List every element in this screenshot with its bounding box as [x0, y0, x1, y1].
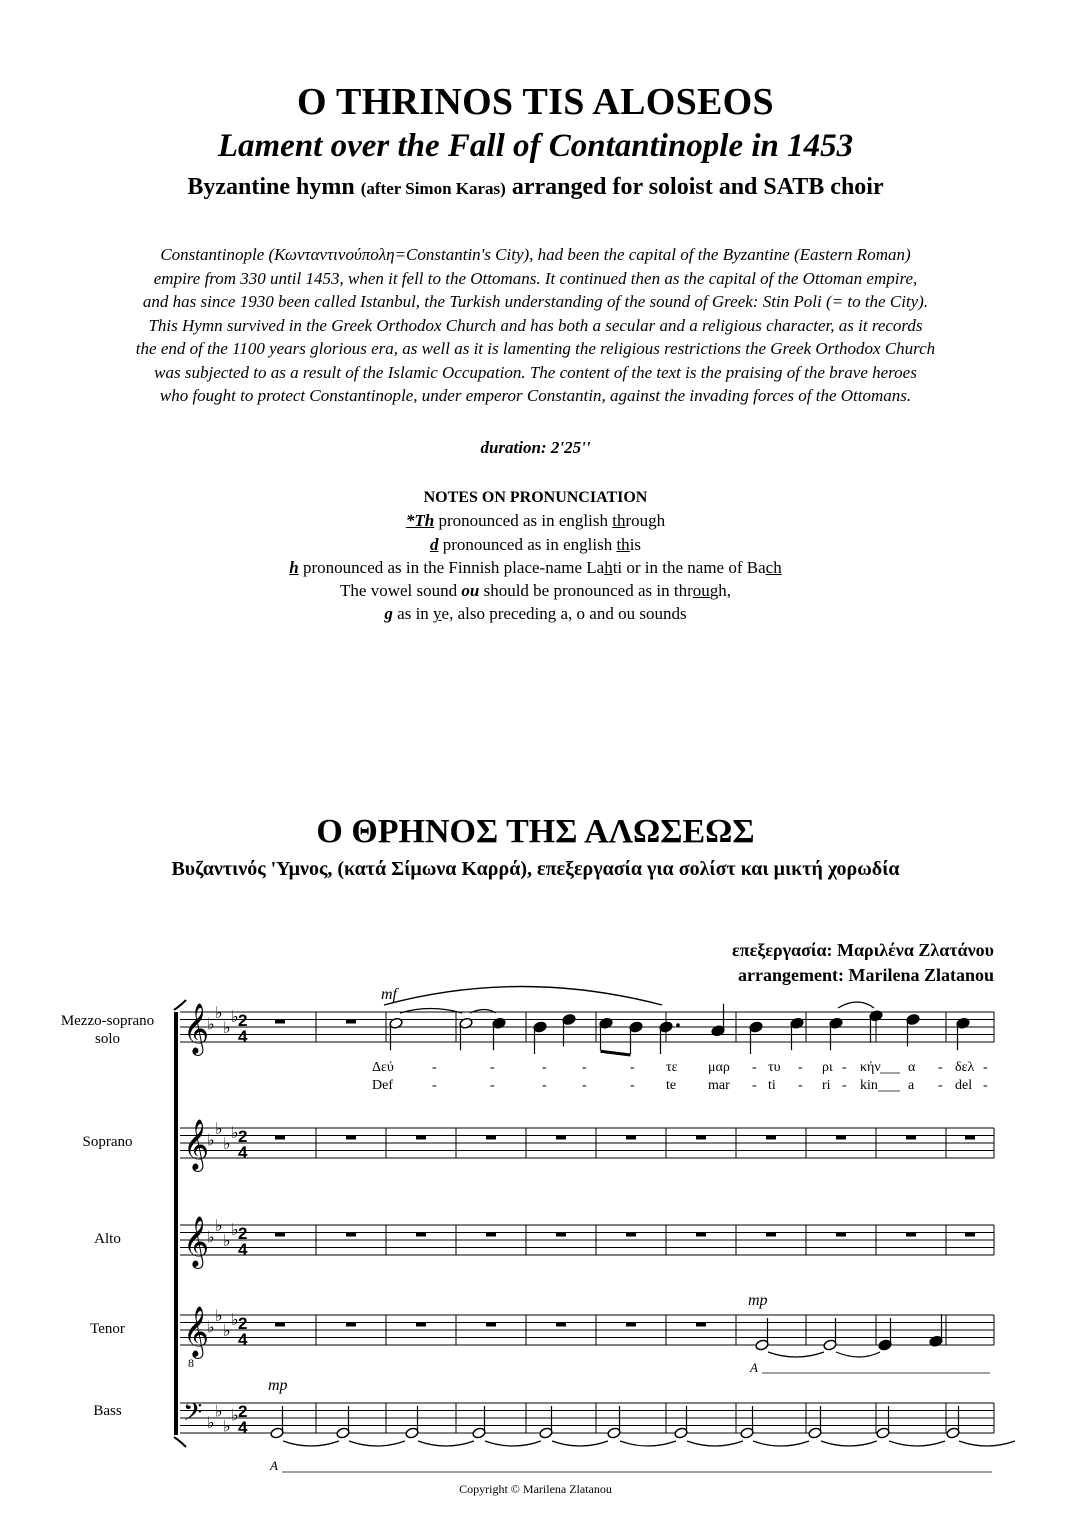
part-label-alto: Alto	[94, 1231, 121, 1247]
whole-rest	[906, 1136, 916, 1140]
time-sig-top: 2	[238, 1011, 248, 1030]
whole-rest	[275, 1323, 285, 1327]
beam	[601, 1051, 631, 1055]
lyric-latin-syllable: -	[542, 1078, 547, 1093]
lyric-greek-syllable: α	[908, 1060, 916, 1075]
lyric-greek-syllable: κήν	[860, 1060, 881, 1075]
lyric-greek-syllable: μαρ	[708, 1060, 730, 1075]
lyric-greek-syllable: -	[983, 1060, 988, 1075]
note-g: g as in ye, also preceding a, o and ou sounds	[384, 604, 687, 624]
tie	[821, 1441, 877, 1446]
whole-rest	[416, 1136, 426, 1140]
lyric-latin-syllable: -	[983, 1078, 988, 1093]
flat-sign: ♭	[223, 1018, 231, 1037]
octave-mark: 8	[188, 1356, 194, 1370]
lyric-latin-syllable: te	[666, 1078, 677, 1093]
flat-sign: ♭	[231, 1309, 239, 1329]
flat-sign: ♭	[207, 1227, 215, 1247]
whole-rest	[906, 1233, 916, 1237]
lyric-latin-syllable: -	[842, 1078, 847, 1093]
intro-line: who fought to protect Constantinople, under emperor Constantin, against the invading forces of the Ottomans.	[159, 386, 912, 405]
flat-sign: ♭	[215, 1401, 223, 1421]
note-h: h pronounced as in the Finnish place-name Lahti or in the name of Bach	[289, 557, 782, 577]
system-bracket	[174, 1012, 178, 1435]
dynamic-tenor: mp	[748, 1292, 768, 1309]
flat-sign: ♭	[207, 1014, 215, 1034]
lyric-greek-syllable: τυ	[768, 1060, 781, 1075]
lyric-latin-syllable: mar	[708, 1078, 730, 1093]
flat-sign: ♭	[215, 1119, 223, 1138]
time-sig-bottom: 4	[238, 1330, 248, 1349]
time-sig-bottom: 4	[238, 1240, 248, 1259]
tie	[418, 1441, 474, 1446]
whole-rest	[486, 1233, 496, 1237]
lyric-bass: A	[270, 1458, 278, 1473]
flat-sign: ♭	[231, 1405, 239, 1425]
flat-sign: ♭	[223, 1134, 231, 1153]
tie	[687, 1441, 743, 1446]
whole-rest	[416, 1233, 426, 1237]
dynamic-bass: mp	[268, 1377, 288, 1394]
flat-sign: ♭	[223, 1321, 231, 1340]
lyric-greek-syllable: ρι	[822, 1060, 833, 1075]
whole-rest	[626, 1233, 636, 1237]
whole-rest	[766, 1136, 776, 1140]
tie	[485, 1441, 541, 1446]
part-label-mezzo-line1: Mezzo-soprano	[60, 1013, 155, 1029]
intro-line: This Hymn survived in the Greek Orthodox Church and has both a secular and a religious character, as it records	[148, 315, 923, 335]
time-sig-bottom: 4	[238, 1027, 248, 1046]
tie	[552, 1441, 608, 1446]
lyric-latin-syllable: -	[582, 1078, 587, 1093]
intro-line: the end of the 1100 years glorious era, as well as it is lamenting the religious restrictions the Greek Orthodox Church	[135, 339, 936, 358]
whole-rest	[486, 1136, 496, 1140]
intro-line: was subjected to as a result of the Islamic Occupation. The content of the text is the praising of the brave heroes	[154, 362, 917, 382]
flat-sign: ♭	[207, 1317, 215, 1337]
lyric-latin-syllable: -	[752, 1078, 757, 1093]
credit-greek: επεξεργασία: Μαριλένα Ζλατάνου	[732, 940, 994, 960]
whole-rest	[766, 1233, 776, 1237]
lyric-greek-syllable: Δεύ	[372, 1060, 394, 1075]
tie	[283, 1441, 339, 1446]
dot	[676, 1023, 680, 1027]
flat-sign: ♭	[207, 1412, 215, 1432]
flat-sign: ♭	[215, 1216, 223, 1235]
time-sig-bottom: 4	[238, 1418, 248, 1437]
credit-english: arrangement: Marilena Zlatanou	[738, 965, 994, 985]
lyric-greek-syllable: -	[582, 1060, 587, 1075]
whole-rest	[556, 1323, 566, 1327]
flat-sign: ♭	[231, 1122, 239, 1142]
lyric-latin-syllable: kin	[860, 1078, 878, 1093]
lyric-tenor: A	[750, 1360, 758, 1375]
tie	[620, 1441, 676, 1446]
lyric-greek-syllable: -	[542, 1060, 547, 1075]
greek-subtitle: Βυζαντινός 'Υμνος, (κατά Σίμωνα Καρρά), επεξεργασία για σολίστ και μικτή χορωδία	[171, 858, 900, 880]
note-ou: The vowel sound ou should be pronounced as in through,	[340, 581, 731, 601]
tie	[889, 1441, 945, 1446]
note-d: d pronounced as in english this	[429, 534, 642, 554]
part-label-tenor: Tenor	[90, 1321, 125, 1337]
greek-title: Ο ΘΡΗΝΟΣ ΤΗΣ ΑΛΩΣΕΩΣ	[316, 813, 755, 850]
treble-clef: 𝄞	[183, 1003, 210, 1054]
whole-rest	[556, 1136, 566, 1140]
whole-rest	[275, 1233, 285, 1237]
lyric-latin-syllable: -	[490, 1078, 495, 1093]
lyric-latin-syllable: a	[908, 1078, 915, 1093]
whole-rest	[275, 1020, 285, 1024]
lyric-latin-syllable: ti	[768, 1078, 776, 1093]
lyric-greek-syllable: -	[752, 1060, 757, 1075]
lyric-greek-syllable: -	[798, 1060, 803, 1075]
flat-sign: ♭	[215, 1003, 223, 1022]
whole-rest	[346, 1233, 356, 1237]
flat-sign: ♭	[223, 1416, 231, 1436]
whole-rest	[965, 1233, 975, 1237]
title: O THRINOS TIS ALOSEOS	[297, 81, 774, 123]
lyric-greek-syllable: -	[938, 1060, 943, 1075]
lyric-latin-syllable: -	[798, 1078, 803, 1093]
whole-rest	[346, 1136, 356, 1140]
bass-clef: 𝄢	[183, 1398, 203, 1433]
notes-heading: NOTES ON PRONUNCIATION	[423, 489, 648, 506]
description-line: Byzantine hymn (after Simon Karas) arranged for soloist and SATB choir	[187, 174, 884, 200]
slur	[838, 1002, 874, 1008]
whole-rest	[346, 1020, 356, 1024]
score-marks	[174, 987, 1015, 1473]
flat-sign: ♭	[207, 1130, 215, 1150]
whole-rest	[836, 1136, 846, 1140]
intro-line: and has since 1930 been called Istanbul, the Turkish understanding of the sound of Greek: Stin Poli (= to the City).	[142, 292, 929, 311]
whole-rest	[556, 1233, 566, 1237]
treble-clef: 𝄞	[183, 1306, 210, 1357]
time-sig-top: 2	[238, 1402, 248, 1421]
part-label-bass: Bass	[93, 1403, 122, 1419]
whole-rest	[696, 1323, 706, 1327]
dynamic-mezzo: mf	[381, 986, 397, 1003]
phrase-slur	[384, 987, 662, 1006]
lyric-greek-syllable: -	[630, 1060, 635, 1075]
time-sig-top: 2	[238, 1314, 248, 1333]
tie	[753, 1441, 809, 1446]
part-label-mezzo-line2: solo	[94, 1031, 120, 1047]
lyric-latin-syllable: -	[432, 1078, 437, 1093]
tie	[836, 1352, 880, 1357]
whole-rest	[626, 1323, 636, 1327]
duration: duration: 2'25''	[480, 438, 591, 457]
tie	[959, 1441, 1015, 1446]
whole-rest	[626, 1136, 636, 1140]
lyric-latin-syllable: Def	[372, 1078, 393, 1093]
flat-sign: ♭	[223, 1231, 231, 1250]
lyric-latin-syllable: -	[938, 1078, 943, 1093]
subtitle: Lament over the Fall of Contantinople in 1453	[217, 128, 854, 164]
lyric-latin-syllable: ri	[822, 1078, 831, 1093]
lyric-greek-syllable: -	[490, 1060, 495, 1075]
whole-rest	[416, 1323, 426, 1327]
whole-rest	[696, 1233, 706, 1237]
intro-line: Constantinople (Κωνταντινούπολη=Constantin's City), had been the capital of the Byzantine (Eastern Roman)	[160, 245, 911, 264]
whole-rest	[696, 1136, 706, 1140]
note-th: *Th pronounced as in english through	[405, 511, 666, 531]
flat-sign: ♭	[231, 1219, 239, 1239]
whole-rest	[486, 1323, 496, 1327]
flat-sign: ♭	[215, 1306, 223, 1325]
whole-rest	[346, 1323, 356, 1327]
flat-sign: ♭	[231, 1006, 239, 1026]
tie	[349, 1441, 405, 1446]
time-sig-top: 2	[238, 1224, 248, 1243]
treble-clef: 𝄞	[183, 1216, 210, 1267]
tie	[768, 1352, 824, 1357]
part-label-soprano: Soprano	[82, 1134, 133, 1150]
bracket-hook-bottom	[174, 1437, 186, 1447]
lyric-latin-syllable: -	[630, 1078, 635, 1093]
treble-clef: 𝄞	[183, 1119, 210, 1170]
lyric-greek-syllable: -	[432, 1060, 437, 1075]
time-sig-top: 2	[238, 1127, 248, 1146]
whole-rest	[965, 1136, 975, 1140]
lyric-greek-syllable: τε	[666, 1060, 678, 1075]
whole-rest	[836, 1233, 846, 1237]
whole-rest	[275, 1136, 285, 1140]
lyric-greek-syllable: -	[842, 1060, 847, 1075]
copyright: Copyright © Marilena Zlatanou	[459, 1482, 612, 1496]
lyric-greek-syllable: δελ	[955, 1060, 975, 1075]
intro-line: empire from 330 until 1453, when it fell to the Ottomans. It continued then as the capital of the Ottoman empire,	[153, 268, 918, 288]
time-sig-bottom: 4	[238, 1143, 248, 1162]
lyric-latin-syllable: del	[955, 1078, 973, 1093]
